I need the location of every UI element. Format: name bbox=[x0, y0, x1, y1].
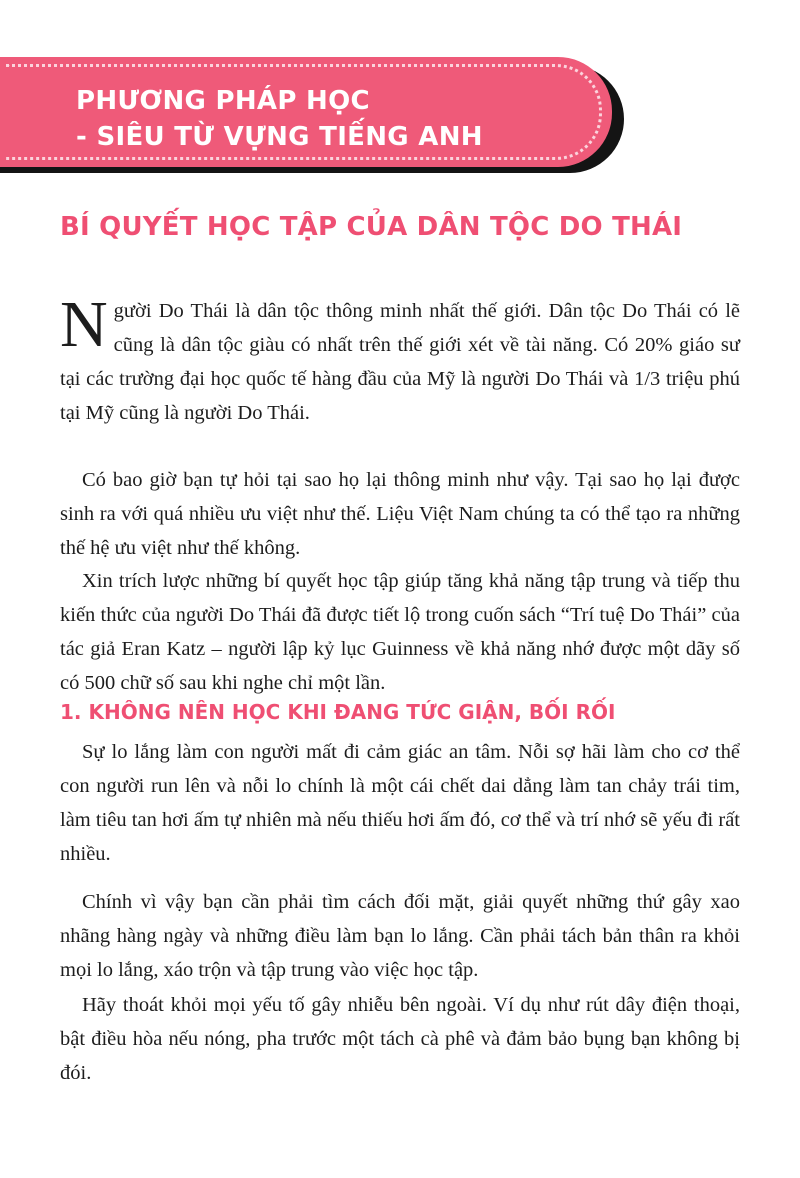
subsection-paragraph-3-text: Hãy thoát khỏi mọi yếu tố gây nhiễu bên ngoài. Ví dụ như rút dây điện thoại, bật điều hòa nếu nóng, pha trước một tách cà phê và đảm bảo bụng bạn không bị đói. bbox=[60, 994, 740, 1084]
subsection-paragraph-2 bbox=[60, 885, 740, 987]
paragraph-2-text: Có bao giờ bạn tự hỏi tại sao họ lại thông minh như vậy. Tại sao họ lại được sinh ra với quá nhiều ưu việt như thế. Liệu Việt Nam chúng ta có thể tạo ra những thế hệ ưu việt như thế không. bbox=[60, 469, 740, 559]
banner-title bbox=[76, 83, 483, 155]
banner-title-line-2: - SIÊU TỪ VỰNG TIẾNG ANH bbox=[76, 122, 483, 152]
paragraph-3-text: Xin trích lược những bí quyết học tập giúp tăng khả năng tập trung và tiếp thu kiến thức của người Do Thái đã được tiết lộ trong cuốn sách “Trí tuệ Do Thái” của tác giả Eran Katz – người lập kỷ lục Guinness về khả năng nhớ được một dãy số có 500 chữ số sau khi nghe chỉ một lần. bbox=[60, 570, 740, 694]
section-title: BÍ QUYẾT HỌC TẬP CỦA DÂN TỘC DO THÁI bbox=[60, 212, 683, 242]
drop-cap: N bbox=[60, 288, 108, 361]
subsection-paragraph-3 bbox=[60, 988, 740, 1090]
subsection-heading: 1. KHÔNG NÊN HỌC KHI ĐANG TỨC GIẬN, BỐI RỐI bbox=[60, 700, 616, 724]
paragraph-3 bbox=[60, 564, 740, 700]
banner-title-line-1: PHƯƠNG PHÁP HỌC bbox=[76, 86, 370, 116]
paragraph-2 bbox=[60, 463, 740, 565]
intro-text: gười Do Thái là dân tộc thông minh nhất thế giới. Dân tộc Do Thái có lẽ cũng là dân tộc giàu có nhất trên thế giới xét về tài năng. Có 20% giáo sư tại các trường đại học quốc tế hàng đầu của Mỹ là người Do Thái và 1/3 triệu phú tại Mỹ cũng là người Do Thái. bbox=[60, 300, 740, 424]
header-banner bbox=[0, 57, 612, 167]
subsection-paragraph-1 bbox=[60, 735, 740, 871]
subsection-paragraph-1-text: Sự lo lắng làm con người mất đi cảm giác an tâm. Nỗi sợ hãi làm cho cơ thể con người run lên và nỗi lo chính là một cái chết dai dẳng làm tan chảy trái tim, làm tiêu tan hơi ấm tự nhiên mà nếu thiếu hơi ấm đó, cơ thể và trí nhớ sẽ yếu đi rất nhiều. bbox=[60, 741, 740, 865]
intro-paragraph bbox=[60, 288, 740, 430]
subsection-paragraph-2-text: Chính vì vậy bạn cần phải tìm cách đối mặt, giải quyết những thứ gây xao nhãng hàng ngày và những điều làm bạn lo lắng. Cần phải tách bản thân ra khỏi mọi lo lắng, xáo trộn và tập trung vào việc học tập. bbox=[60, 891, 740, 981]
